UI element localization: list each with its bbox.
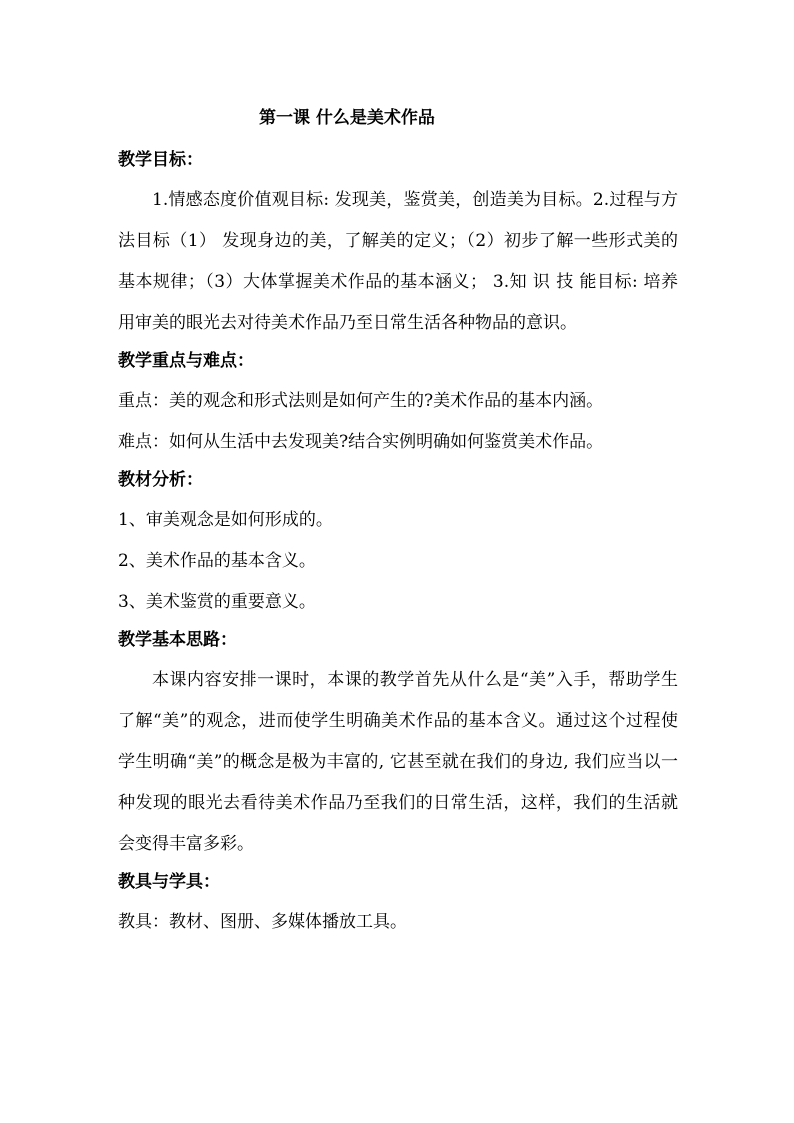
difficult-point-text: 难点：如何从生活中去发现美?结合实例明确如何鉴赏美术作品。	[118, 432, 604, 452]
analysis-heading: 教材分析：	[118, 470, 203, 490]
tools-text: 教具：教材、图册、多媒体播放工具。	[118, 912, 407, 932]
objectives-heading: 教学目标：	[118, 150, 203, 170]
lesson-title: 第一课 什么是美术作品	[259, 108, 435, 128]
analysis-item-1: 1、审美观念是如何形成的。	[118, 510, 333, 530]
tools-heading: 教具与学具：	[118, 872, 220, 892]
document-body	[118, 103, 678, 943]
approach-heading: 教学基本思路：	[118, 630, 237, 650]
analysis-item-3: 3、美术鉴赏的重要意义。	[118, 592, 316, 612]
key-points-heading: 教学重点与难点：	[118, 351, 254, 371]
key-point-text: 重点：美的观念和形式法则是如何产生的?美术作品的基本内涵。	[118, 391, 604, 411]
objectives-text: 1.情感态度价值观目标: 发现美，鉴赏美，创造美为目标。2.过程与方法目标（1） 发现身边的美，了解美的定义；（2）初步了解一些形式美的基本规律；（3）大体掌握美术作品的基本涵义； 3.知 识 技 能目标: 培养用审美的眼光去对待美术作品乃至日常生活各种物品的意识。	[118, 190, 678, 333]
approach-text: 本课内容安排一课时，本课的教学首先从什么是“美”入手，帮助学生了解“美”的观念，进而使学生明确美术作品的基本含义。通过这个过程使学生明确“美”的概念是极为丰富的, 它甚至就在我们的身边, 我们应当以一种发现的眼光去看待美术作品乃至我们的日常生活，这样，我们的生活就会变得丰富多彩。	[118, 670, 678, 854]
analysis-item-2: 2、美术作品的基本含义。	[118, 551, 316, 571]
